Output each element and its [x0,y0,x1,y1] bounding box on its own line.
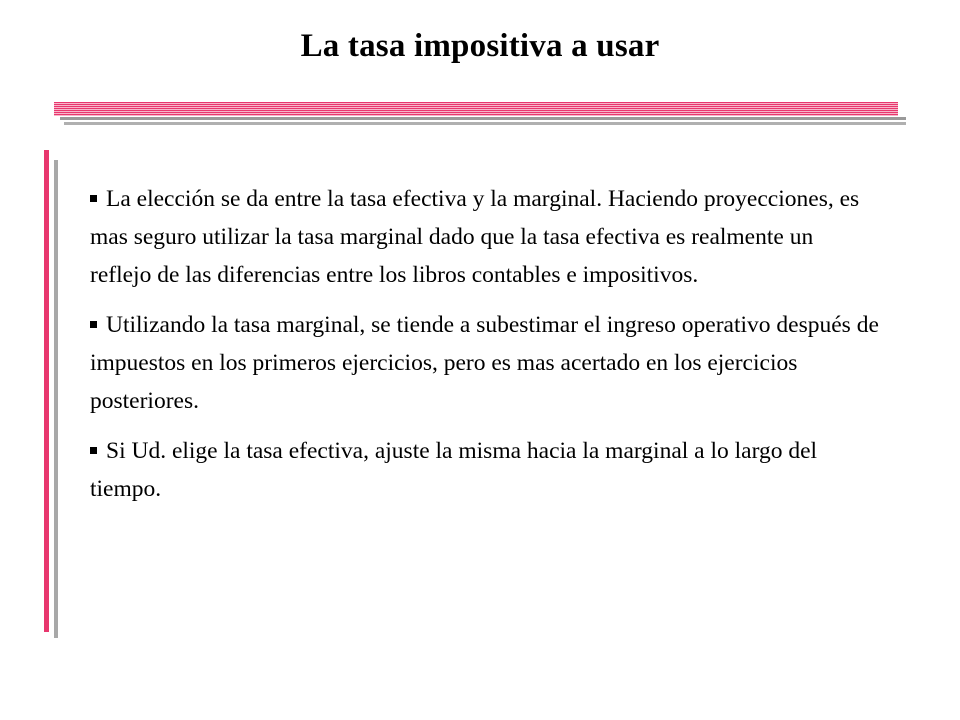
slide-title: La tasa impositiva a usar [300,28,660,64]
bullet-text: Si Ud. elige la tasa efectiva, ajuste la misma hacia la marginal a lo largo del tiempo. [90,438,818,502]
left-accent-gray-bar [54,160,58,638]
title-divider-band [54,102,906,126]
bullet-text: Utilizando la tasa marginal, se tiende a subestimar el ingreso operativo después de impuestos en los primeros ejercicios, pero es mas acertado en los ejercicios posteriores. [90,312,879,414]
bullet-item [90,306,880,420]
bullet-text: La elección se da entre la tasa efectiva y la marginal. Haciendo proyecciones, es mas seguro utilizar la tasa marginal dado que la tasa efectiva es realmente un reflejo de las diferencias entre los libros contables e impositivos. [90,186,860,288]
title-divider-gray-line [60,117,906,120]
square-bullet-icon [90,321,97,328]
left-accent-pink-bar [44,150,49,632]
square-bullet-icon [90,447,97,454]
title-divider-gray-line-lower [64,122,906,125]
square-bullet-icon [90,195,97,202]
title-divider-pink-stripe [54,102,898,116]
bullet-item [90,180,880,294]
bullet-item [90,432,880,508]
bullet-list [90,180,880,520]
